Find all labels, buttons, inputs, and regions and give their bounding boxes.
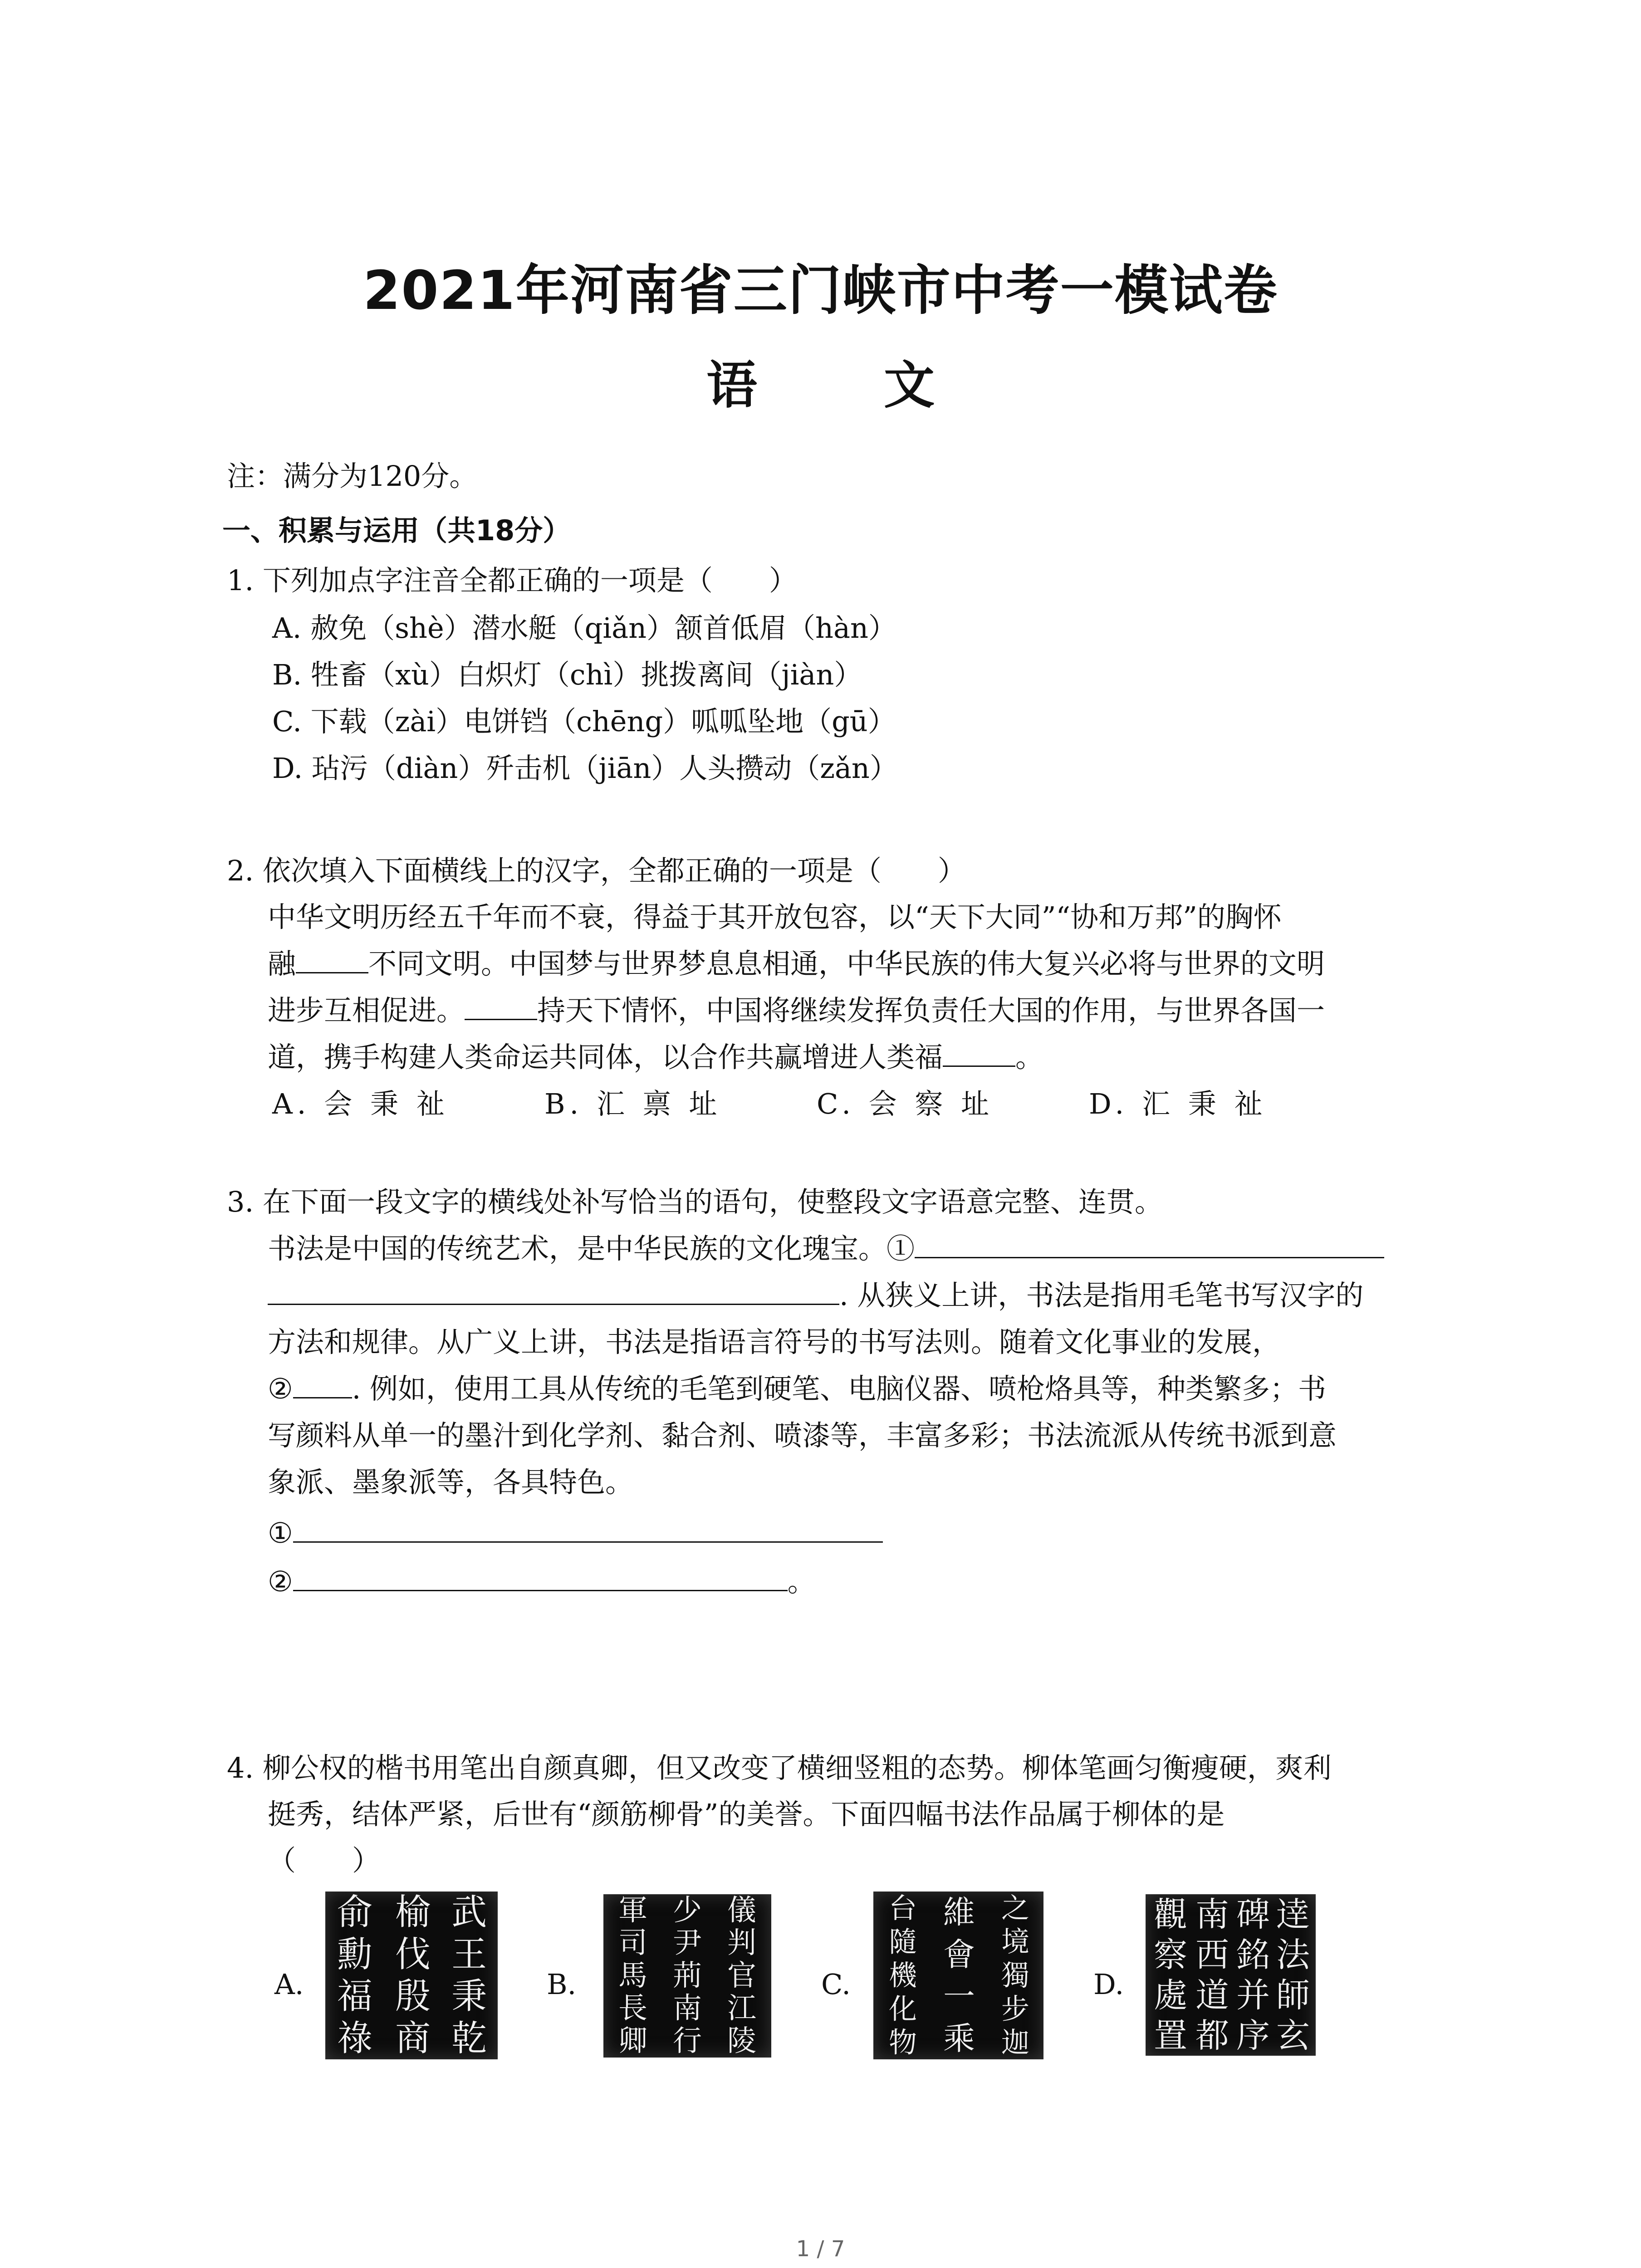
glyph: 玄 xyxy=(1276,2016,1310,2055)
answer-marker: ① xyxy=(268,1516,293,1549)
glyph: 伐 xyxy=(395,1934,431,1975)
glyph: 碑 xyxy=(1236,1895,1270,1934)
q2-option-d[interactable]: D. 汇 秉 祉 xyxy=(1089,1087,1267,1120)
glyph: 榆 xyxy=(395,1892,431,1933)
q3-passage-line xyxy=(268,1371,1326,1407)
q4-option-a-label[interactable]: A. xyxy=(274,1968,304,2001)
q3-answer-line-2 xyxy=(268,1564,816,1600)
glyph: 馬 xyxy=(618,1959,647,1993)
option-text: 牲畜（xù）白炽灯（chì）挑拨离间（jiàn） xyxy=(311,658,862,691)
glyph: 都 xyxy=(1195,2016,1229,2055)
glyph: 并 xyxy=(1236,1975,1270,2015)
section-heading: 一、积累与运用（共18分） xyxy=(222,514,571,547)
option-text: 赦免（shè）潜水艇（qiǎn）颔首低眉（hàn） xyxy=(310,611,896,645)
glyph: 判 xyxy=(727,1926,756,1960)
calligraphy-column xyxy=(878,1892,928,2059)
q2-passage-line: 中华文明历经五千年而不衰，得益于其开放包容，以“天下大同”“协和万邦”的胸怀 xyxy=(268,900,1282,934)
glyph: 道 xyxy=(1195,1975,1229,2015)
glyph: 逹 xyxy=(1276,1895,1310,1934)
glyph: 行 xyxy=(673,2024,702,2058)
glyph: 江 xyxy=(727,1992,756,2025)
glyph: 少 xyxy=(673,1894,702,1927)
q4-option-d-label[interactable]: D. xyxy=(1093,1968,1124,2001)
option-letter: B. xyxy=(272,658,302,691)
glyph: 步 xyxy=(1001,1992,1029,2025)
passage-text: 持天下情怀，中国将继续发挥负责任大国的作用，与世界各国一 xyxy=(537,994,1325,1027)
glyph: 陵 xyxy=(727,2024,756,2058)
q1-option-a[interactable] xyxy=(272,610,896,646)
glyph: 師 xyxy=(1276,1975,1310,2015)
glyph: 物 xyxy=(888,2026,917,2059)
glyph: 俞 xyxy=(337,1892,372,1933)
calligraphy-image-a[interactable] xyxy=(325,1892,498,2059)
glyph: 處 xyxy=(1154,1975,1187,2015)
calligraphy-column xyxy=(662,1894,712,2058)
passage-text: 书法是中国的传统艺术，是中华民族的文化瑰宝。① xyxy=(268,1232,915,1265)
glyph: 維 xyxy=(943,1894,975,1931)
glyph: 殷 xyxy=(395,1976,431,2017)
exam-title: 2021年河南省三门峡市中考一模试卷 xyxy=(363,259,1278,322)
glyph: 祿 xyxy=(337,2018,372,2059)
calligraphy-image-d[interactable] xyxy=(1146,1894,1316,2056)
answer-input-1[interactable] xyxy=(293,1516,883,1543)
fill-blank-2[interactable] xyxy=(293,1372,352,1398)
calligraphy-column xyxy=(388,1892,438,2059)
q2-option-a[interactable]: A. 会 秉 祉 xyxy=(272,1087,449,1120)
glyph: 南 xyxy=(673,1992,702,2025)
q1-option-d[interactable] xyxy=(272,750,898,787)
calligraphy-column xyxy=(1151,1894,1190,2056)
q3-passage-line: 方法和规律。从广义上讲，书法是指语言符号的书写法则。随着文化事业的发展， xyxy=(268,1325,1281,1359)
glyph: 會 xyxy=(943,1936,975,1973)
glyph: 乘 xyxy=(943,2019,975,2057)
passage-text: 。 xyxy=(787,1565,816,1598)
glyph: 之 xyxy=(1001,1892,1029,1925)
glyph: 機 xyxy=(888,1959,917,1992)
q4-stem-line: 4. 柳公权的楷书用笔出自颜真卿，但又改变了横细竖粗的态势。柳体笔画匀衡瘦硬，爽利 xyxy=(227,1751,1332,1784)
glyph: 尹 xyxy=(673,1926,702,1960)
q2-option-c[interactable]: C. 会 察 址 xyxy=(817,1087,994,1120)
glyph: 官 xyxy=(727,1959,756,1993)
calligraphy-column xyxy=(1274,1894,1313,2056)
option-text: 下载（zài）电饼铛（chēng）呱呱坠地（gū） xyxy=(310,705,896,738)
calligraphy-image-c[interactable] xyxy=(873,1892,1043,2059)
fill-blank-1-cont[interactable] xyxy=(268,1278,839,1305)
answer-input-2[interactable] xyxy=(293,1564,788,1591)
glyph: 商 xyxy=(395,2018,431,2059)
glyph: 台 xyxy=(888,1892,917,1925)
q3-passage-line: 象派、墨象派等，各具特色。 xyxy=(268,1466,634,1499)
glyph: 一 xyxy=(943,1978,975,2015)
calligraphy-column xyxy=(934,1892,984,2059)
glyph: 銘 xyxy=(1236,1935,1270,1975)
glyph: 察 xyxy=(1154,1935,1187,1975)
glyph: 迦 xyxy=(1001,2026,1029,2059)
passage-text: 融 xyxy=(268,947,296,980)
q4-option-c-label[interactable]: C. xyxy=(821,1968,851,2001)
option-letter: D. xyxy=(272,752,303,785)
glyph: 勳 xyxy=(337,1934,372,1975)
answer-marker: ② xyxy=(268,1565,293,1598)
q4-stem-line: 挺秀，结体严紧，后世有“颜筋柳骨”的美誉。下面四幅书法作品属于柳体的是 xyxy=(268,1798,1225,1831)
glyph: 卿 xyxy=(618,2024,647,2058)
glyph: 法 xyxy=(1276,1935,1310,1975)
q2-option-b[interactable]: B. 汇 禀 址 xyxy=(544,1087,722,1120)
glyph: 軍 xyxy=(618,1894,647,1927)
passage-text: 进步互相促进。 xyxy=(268,994,465,1027)
fill-blank[interactable] xyxy=(943,1040,1015,1067)
fill-blank-1[interactable] xyxy=(915,1232,1384,1258)
passage-text: 不同文明。中国梦与世界梦息息相通，中华民族的伟大复兴必将与世界的文明 xyxy=(368,947,1325,980)
page-number: 1 / 7 xyxy=(796,2236,845,2262)
q2-passage-line xyxy=(268,992,1325,1029)
calligraphy-image-b[interactable] xyxy=(603,1894,771,2058)
glyph: 荊 xyxy=(673,1959,702,1993)
glyph: 獨 xyxy=(1001,1959,1029,1992)
q3-passage-line xyxy=(268,1277,1363,1314)
q1-stem: 1. 下列加点字注音全都正确的一项是（ ） xyxy=(227,564,797,597)
calligraphy-column xyxy=(1193,1894,1232,2056)
glyph: 福 xyxy=(337,1976,372,2017)
glyph: 境 xyxy=(1001,1925,1029,1958)
q2-passage-line xyxy=(268,946,1325,982)
q4-option-b-label[interactable]: B. xyxy=(547,1968,577,2001)
passage-text: 。 xyxy=(1015,1041,1044,1074)
calligraphy-column xyxy=(1234,1894,1273,2056)
glyph: 乾 xyxy=(451,2018,487,2059)
q2-passage-line xyxy=(268,1039,1043,1075)
glyph: 武 xyxy=(451,1892,487,1933)
glyph: 隨 xyxy=(888,1925,917,1958)
glyph: 長 xyxy=(618,1992,647,2025)
subject-heading: 语 文 xyxy=(706,356,989,415)
q1-option-c[interactable] xyxy=(272,704,896,740)
passage-text: ② xyxy=(268,1372,293,1405)
passage-text: . 例如，使用工具从传统的毛笔到硬笔、电脑仪器、喷枪烙具等，种类繁多；书 xyxy=(352,1372,1327,1405)
option-letter: A. xyxy=(272,611,302,645)
q3-answer-line-1 xyxy=(268,1515,883,1551)
glyph: 司 xyxy=(618,1926,647,1960)
glyph: 西 xyxy=(1195,1935,1229,1975)
calligraphy-column xyxy=(717,1894,767,2058)
q2-stem: 2. 依次填入下面横线上的汉字，全都正确的一项是（ ） xyxy=(227,854,966,887)
glyph: 儀 xyxy=(727,1894,756,1927)
calligraphy-column xyxy=(330,1892,380,2059)
calligraphy-column xyxy=(444,1892,494,2059)
passage-text: . 从狭义上讲，书法是指用毛笔书写汉字的 xyxy=(839,1279,1364,1312)
q3-passage-line: 写颜料从单一的墨汁到化学剂、黏合剂、喷漆等，丰富多彩；书法流派从传统书派到意 xyxy=(268,1419,1337,1452)
glyph: 王 xyxy=(451,1934,487,1975)
calligraphy-column xyxy=(990,1892,1040,2059)
q3-passage-line xyxy=(268,1231,1384,1267)
score-note: 注：满分为120分。 xyxy=(227,459,478,493)
glyph: 置 xyxy=(1154,2016,1187,2055)
fill-blank[interactable] xyxy=(296,947,368,973)
glyph: 觀 xyxy=(1154,1895,1187,1934)
q3-stem: 3. 在下面一段文字的横线处补写恰当的语句，使整段文字语意完整、连贯。 xyxy=(227,1185,1163,1218)
glyph: 南 xyxy=(1195,1895,1229,1934)
glyph: 秉 xyxy=(451,1976,487,2017)
fill-blank[interactable] xyxy=(465,993,537,1020)
q1-option-b[interactable] xyxy=(272,657,862,693)
option-text: 玷污（diàn）歼击机（jiān）人头攒动（zǎn） xyxy=(311,752,898,785)
q4-stem-line: （ ） xyxy=(268,1844,381,1877)
glyph: 序 xyxy=(1236,2016,1270,2055)
passage-text: 道，携手构建人类命运共同体，以合作共赢增进人类福 xyxy=(268,1041,943,1074)
calligraphy-column xyxy=(608,1894,658,2058)
glyph: 化 xyxy=(888,1992,917,2025)
option-letter: C. xyxy=(272,705,302,738)
